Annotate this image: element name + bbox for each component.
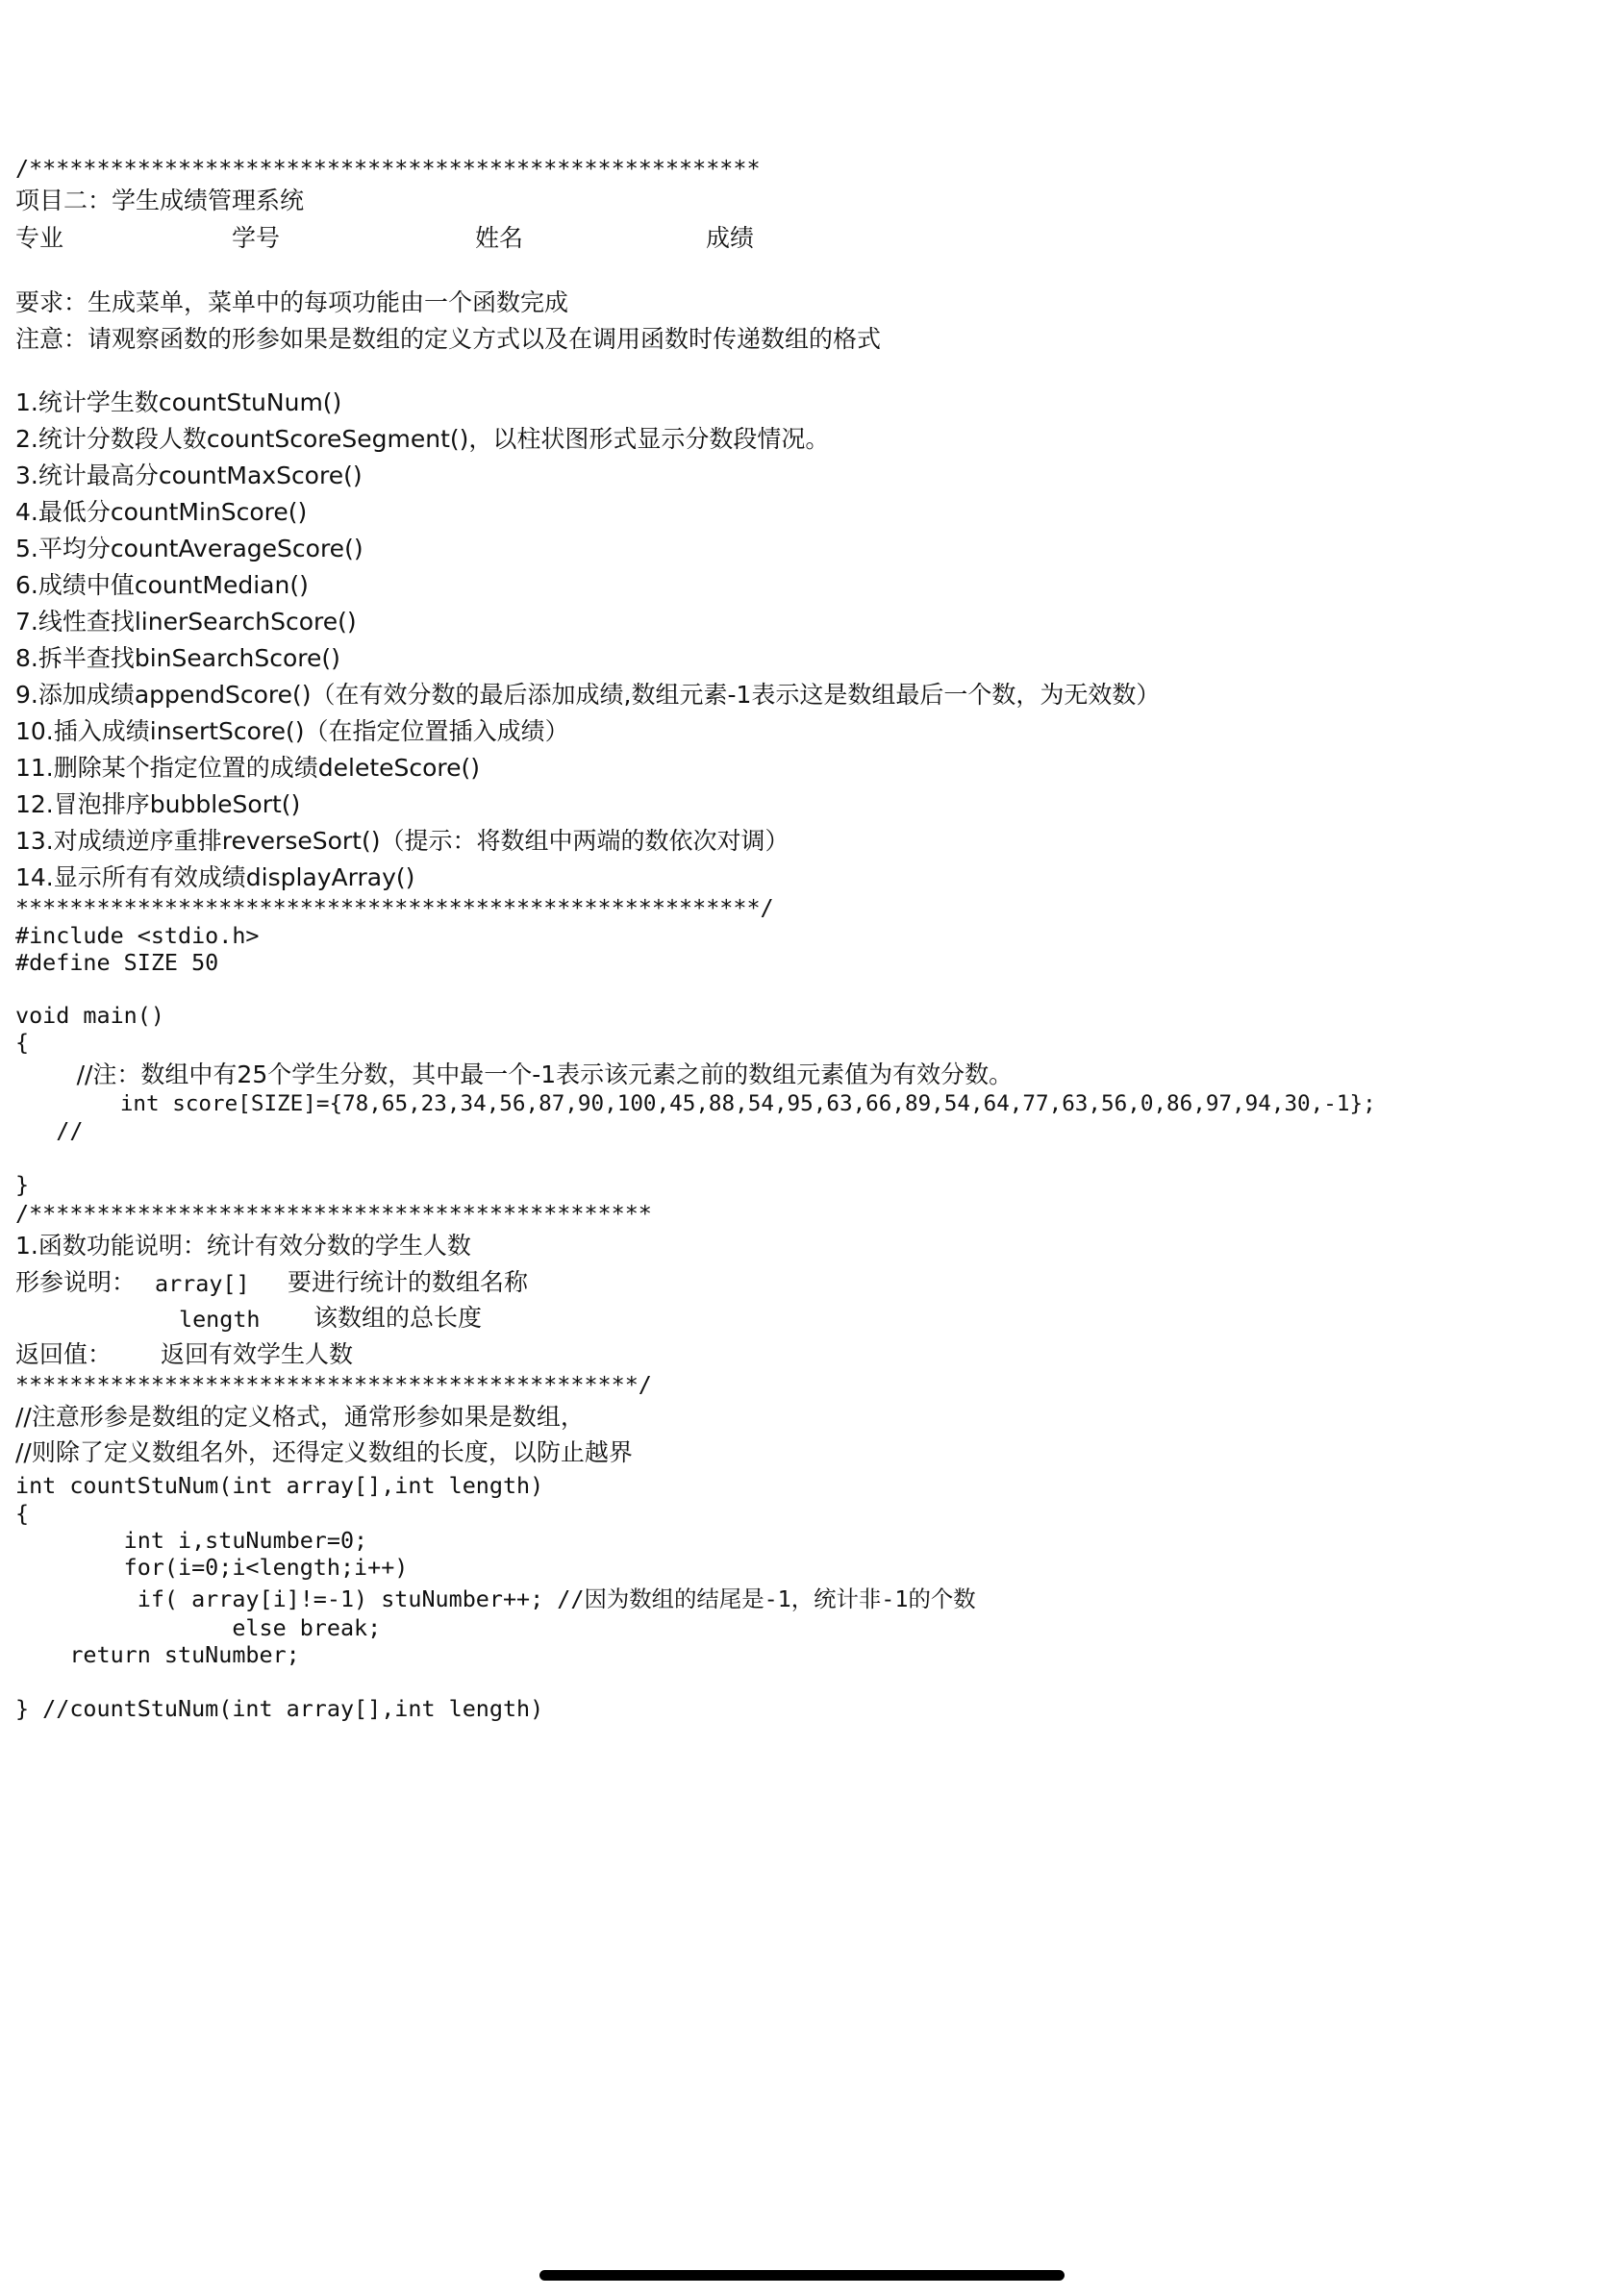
code-comment-line: //注：数组中有25个学生分数，其中最一个-1表示该元素之前的数组元素值为有效分数。 — [15, 1061, 1014, 1088]
code-line: return stuNumber; — [15, 1641, 300, 1668]
func-description: 1.函数功能说明：统计有效分数的学生人数 — [15, 1232, 471, 1260]
menu-item: 4.最低分countMinScore() — [15, 498, 308, 526]
code-line: void main() — [15, 1002, 164, 1029]
column-major: 专业 — [15, 224, 64, 252]
column-score: 成绩 — [706, 224, 755, 252]
code-line: for(i=0;i<length;i++) — [15, 1554, 409, 1581]
param-array-desc: 要进行统计的数组名称 — [288, 1268, 529, 1296]
menu-item: 3.统计最高分countMaxScore() — [15, 462, 363, 489]
requirement-text: 要求：生成菜单，菜单中的每项功能由一个函数完成 — [15, 288, 569, 316]
menu-item: 10.插入成绩insertScore()（在指定位置插入成绩） — [15, 717, 569, 745]
menu-item: 1.统计学生数countStuNum() — [15, 388, 342, 416]
return-label: 返回值： — [15, 1340, 113, 1368]
menu-item: 2.统计分数段人数countScoreSegment()，以柱状图形式显示分数段情况。 — [15, 425, 830, 453]
menu-item: 9.添加成绩appendScore()（在有效分数的最后添加成绩,数组元素-1表示这是数组最后一个数，为无效数） — [15, 681, 1161, 709]
param-label: 形参说明： — [15, 1268, 137, 1296]
code-line: else break; — [15, 1614, 382, 1641]
code-line: { — [15, 1500, 30, 1527]
code-line: // — [15, 1117, 84, 1144]
code-line: } — [15, 1171, 30, 1198]
code-comment-line: //则除了定义数组名外，还得定义数组的长度，以防止越界 — [15, 1438, 633, 1466]
func-header-end-stars: **********************************************/ — [15, 1371, 652, 1398]
menu-item: 12.冒泡排序bubbleSort() — [15, 790, 301, 818]
code-line: #define SIZE 50 — [15, 949, 219, 976]
note-text: 注意：请观察函数的形参如果是数组的定义方式以及在调用函数时传递数组的格式 — [15, 325, 882, 353]
project-title: 项目二：学生成绩管理系统 — [15, 187, 305, 214]
func-header-stars: /********************************************** — [15, 1200, 652, 1227]
menu-item: 6.成绩中值countMedian() — [15, 571, 309, 599]
code-line: int countStuNum(int array[],int length) — [15, 1472, 544, 1499]
menu-item: 11.删除某个指定位置的成绩deleteScore() — [15, 754, 481, 782]
menu-item: 8.拆半查找binSearchScore() — [15, 644, 340, 672]
return-desc: 返回有效学生人数 — [161, 1340, 354, 1368]
code-line: } //countStuNum(int array[],int length) — [15, 1695, 544, 1722]
code-comment-line: //注意形参是数组的定义格式，通常形参如果是数组， — [15, 1403, 585, 1431]
param-array-name: array[] — [155, 1270, 250, 1297]
code-line: if( array[i]!=-1) stuNumber++; //因为数组的结尾是-1，统计非-1的个数 — [15, 1585, 976, 1612]
score-array-line: int score[SIZE]={78,65,23,34,56,87,90,100,45,88,54,95,63,66,89,54,64,77,63,56,0,86,97,94,30,-1}; — [15, 1091, 1376, 1116]
header-stars: /****************************************************** — [15, 155, 761, 182]
column-student-id: 学号 — [232, 224, 281, 252]
param-length-name: length — [179, 1306, 261, 1333]
menu-item: 13.对成绩逆序重排reverseSort()（提示：将数组中两端的数依次对调） — [15, 827, 789, 855]
code-line: #include <stdio.h> — [15, 922, 260, 949]
header-end-stars: *******************************************************/ — [15, 894, 774, 921]
menu-item: 7.线性查找linerSearchScore() — [15, 608, 357, 636]
menu-item: 14.显示所有有效成绩displayArray() — [15, 863, 415, 891]
column-name: 姓名 — [475, 224, 524, 252]
param-length-desc: 该数组的总长度 — [313, 1304, 483, 1332]
code-line: { — [15, 1029, 30, 1056]
code-line: int i,stuNumber=0; — [15, 1527, 368, 1554]
menu-item: 5.平均分countAverageScore() — [15, 535, 363, 562]
home-indicator[interactable] — [539, 2270, 1065, 2281]
